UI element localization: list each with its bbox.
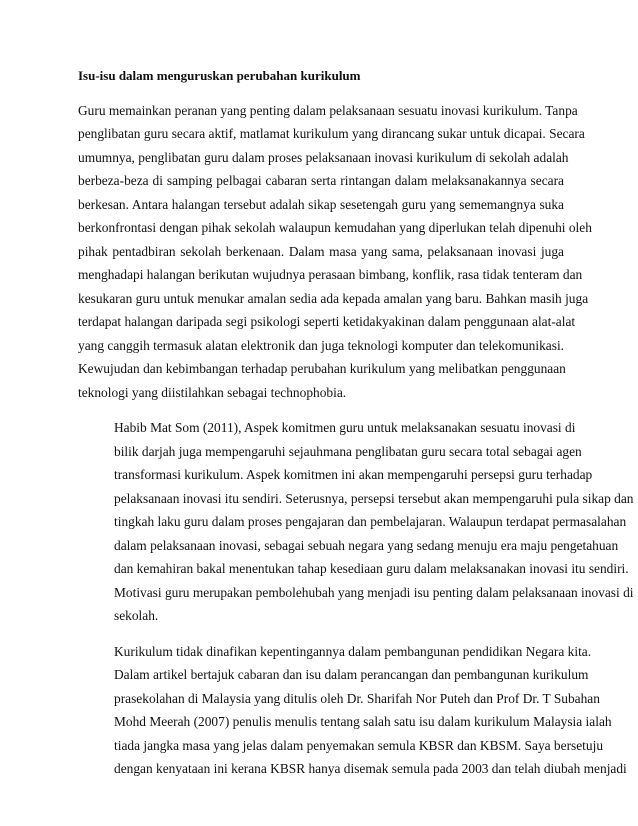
paragraph-line: menghadapi halangan berikutan wujudnya perasaan bimbang, konflik, rasa tidak tenteram dan — [78, 267, 583, 282]
paragraph-line: umumnya, penglibatan guru dalam proses pelaksanaan inovasi kurikulum di sekolah adalah — [78, 149, 569, 165]
document-body — [78, 99, 634, 781]
paragraph-line: dengan kenyataan ini kerana KBSR hanya disemak semula pada 2003 dan telah diubah menjadi — [114, 761, 627, 776]
paragraph-line: Habib Mat Som (2011), Aspek komitmen guru untuk melaksanakan sesuatu inovasi di — [114, 420, 576, 435]
paragraph-line: berbeza-beza di samping pelbagai cabaran serta rintangan dalam melaksanakannya secara — [78, 173, 564, 188]
paragraph-line: pelaksanaan inovasi itu sendiri. Seterusnya, persepsi tersebut akan mempengaruhi pula sikap dan — [114, 490, 634, 506]
paragraph-line: sekolah. — [114, 608, 159, 623]
paragraph-line: Motivasi guru merupakan pembolehubah yang menjadi isu penting dalam pelaksanaan inovasi di — [114, 584, 634, 600]
paragraph-line: bilik darjah juga mempengaruhi sejauhmana penglibatan guru secara total sebagai agen — [114, 443, 582, 459]
paragraph-line: Kurikulum tidak dinafikan kepentingannya dalam pembangunan pendidikan Negara kita. — [114, 643, 592, 659]
paragraph-line: pihak pentadbiran sekolah berkenaan. Dalam masa yang sama, pelaksanaan inovasi juga — [78, 243, 564, 259]
paragraph-line: Dalam artikel bertajuk cabaran dan isu dalam perancangan dan pembangunan kurikulum — [114, 667, 589, 682]
paragraph-line: Kewujudan dan kebimbangan terhadap perubahan kurikulum yang melibatkan penggunaan — [78, 361, 566, 376]
paragraph-line: prasekolahan di Malaysia yang ditulis oleh Dr. Sharifah Nor Puteh dan Prof Dr. T Subahan — [114, 690, 600, 706]
document-page — [78, 64, 634, 793]
document-heading: Isu-isu dalam menguruskan perubahan kurikulum — [78, 68, 361, 83]
paragraph-line: dan kemahiran bakal menentukan tahap kesediaan guru dalam melaksanakan inovasi itu sendiri. — [114, 561, 629, 576]
paragraph-line: tiada jangka masa yang jelas dalam penyemakan semula KBSR dan KBSM. Saya bersetuju — [114, 737, 604, 753]
paragraph-line: berkonfrontasi dengan pihak sekolah walaupun kemudahan yang diperlukan telah dipenuhi oleh — [78, 220, 592, 235]
paragraph — [78, 640, 627, 781]
paragraph-line: yang canggih termasuk alatan elektronik dan juga teknologi komputer dan telekomunikasi. — [78, 337, 565, 353]
paragraph-line: tingkah laku guru dalam proses pengajaran dan pembelajaran. Walaupun terdapat permasalahan — [114, 514, 627, 529]
paragraph-line: terdapat halangan daripada segi psikologi seperti ketidakyakinan dalam penggunaan alat-alat — [78, 314, 576, 329]
paragraph — [78, 99, 592, 405]
paragraph-line: teknologi yang diistilahkan sebagai technophobia. — [78, 384, 347, 400]
paragraph-line: Guru memainkan peranan yang penting dalam pelaksanaan sesuatu inovasi kurikulum. Tanpa — [78, 102, 578, 118]
paragraph-line: transformasi kurikulum. Aspek komitmen ini akan mempengaruhi persepsi guru terhadap — [114, 467, 593, 482]
paragraph-line: berkesan. Antara halangan tersebut adalah sikap sesetengah guru yang sememangnya suka — [78, 196, 564, 212]
paragraph — [78, 416, 634, 628]
paragraph-line: penglibatan guru secara aktif, matlamat kurikulum yang dirancang sukar untuk dicapai. Secara — [78, 126, 585, 141]
paragraph-line: kesukaran guru untuk menukar amalan sedia ada kepada amalan yang baru. Bahkan masih juga — [78, 290, 589, 306]
paragraph-line: dalam pelaksanaan inovasi, sebagai sebuah negara yang sedang menuju era maju pengetahuan — [114, 537, 619, 553]
paragraph-line: Mohd Meerah (2007) penulis menulis tentang salah satu isu dalam kurikulum Malaysia ialah — [114, 714, 612, 729]
